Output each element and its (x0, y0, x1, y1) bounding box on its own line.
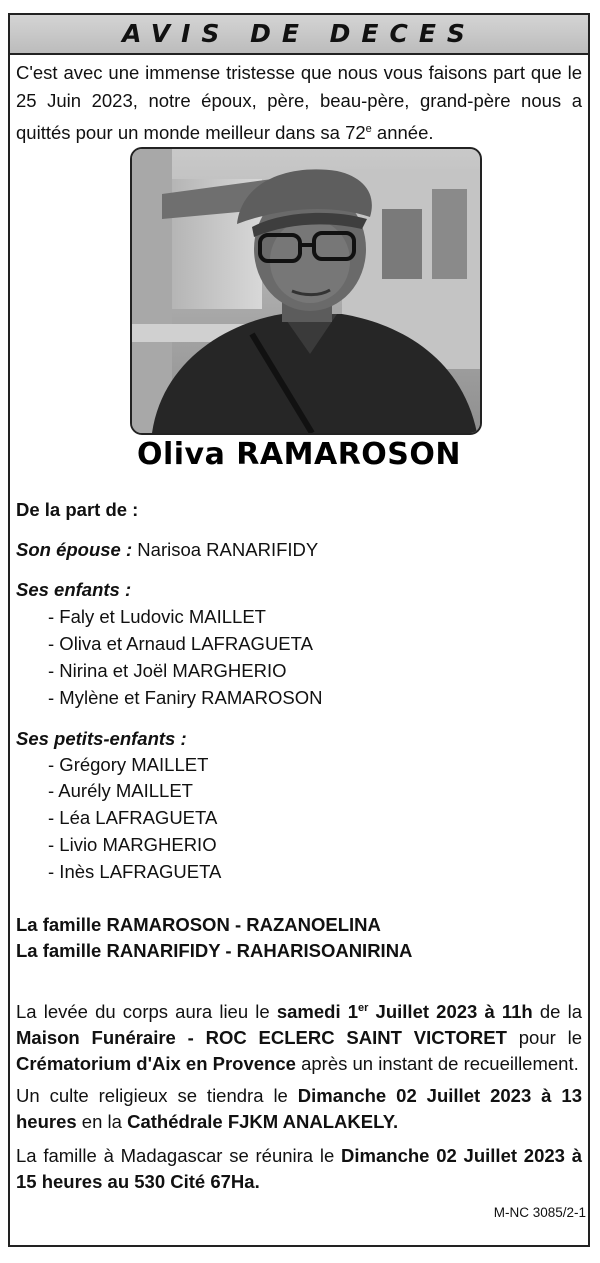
list-item: - Léa LAFRAGUETA (48, 807, 218, 828)
list-item: - Grégory MAILLET (48, 754, 209, 775)
deceased-name: Oliva RAMAROSON (136, 437, 462, 472)
notice-title: AVIS DE DECES (122, 19, 476, 48)
spouse-label: Son épouse : (16, 539, 133, 560)
service-paragraph: Un culte religieux se tiendra le Dimanche 02 Juillet 2023 à 13 heures en la Cathédrale FJKM ANALAKELY. (16, 1085, 582, 1132)
reference-code: M-NC 3085/2-1 (493, 1205, 586, 1220)
spouse-line (16, 537, 582, 563)
from-label: De la part de : (16, 499, 139, 520)
portrait-image (132, 149, 480, 433)
portrait-photo (130, 147, 482, 435)
list-item: - Livio MARGHERIO (48, 834, 217, 855)
grandchildren-label: Ses petits-enfants : (16, 728, 187, 749)
obituary-notice (8, 13, 590, 1247)
list-item: - Nirina et Joël MARGHERIO (48, 660, 287, 681)
list-item: - Faly et Ludovic MAILLET (48, 606, 266, 627)
intro-paragraph: C'est avec une immense tristesse que nous vous faisons part que le 25 Juin 2023, notre époux, père, beau-père, grand-père nous a quittés pour un monde meilleur dans sa 72e année. (16, 62, 582, 144)
list-item: - Inès LAFRAGUETA (48, 861, 222, 882)
ceremony-paragraph: La levée du corps aura lieu le samedi 1er Juillet 2023 à 11h de la Maison Funéraire - ROC ECLERC SAINT VICTORET pour le Crématorium d'Aix en Provence après un instant de recueillement. (16, 1001, 583, 1075)
header-bar (10, 15, 588, 55)
madagascar-paragraph: La famille à Madagascar se réunira le Dimanche 02 Juillet 2023 à 15 heures au 530 Cité 67Ha. (16, 1145, 582, 1192)
family-line: La famille RANARIFIDY - RAHARISOANIRINA (16, 940, 413, 961)
list-item: - Oliva et Arnaud LAFRAGUETA (48, 633, 313, 654)
family-line: La famille RAMAROSON - RAZANOELINA (16, 914, 381, 935)
list-item: - Mylène et Faniry RAMAROSON (48, 687, 323, 708)
list-item: - Aurély MAILLET (48, 780, 193, 801)
children-label: Ses enfants : (16, 579, 132, 600)
spouse-name: Narisoa RANARIFIDY (132, 539, 319, 560)
